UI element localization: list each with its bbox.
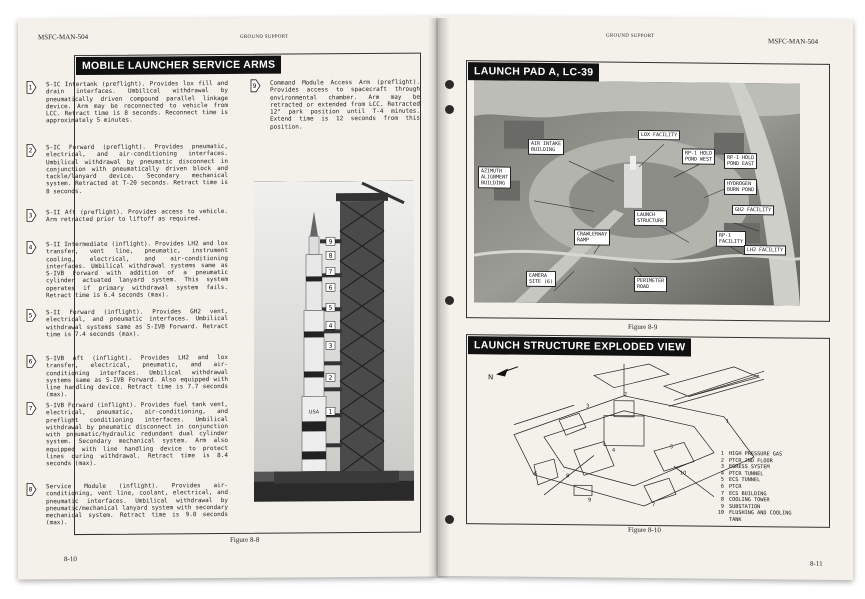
legend-number: 7 (720, 490, 724, 497)
arm-number: 8 (28, 486, 33, 494)
legend-label: EGRESS SYSTEM (729, 464, 770, 471)
binder-hole (445, 515, 454, 524)
diagram-number: 2 (624, 391, 628, 398)
diagram-number: 1 (726, 418, 730, 425)
pad-label: CRAWLERWAY RAMP (574, 229, 610, 245)
arm-item-3 (28, 207, 228, 224)
figure-8-10-caption: Figure 8-10 (628, 525, 661, 535)
arm-number-arrow-icon (250, 79, 261, 93)
arm-description: Command Module Access Arm (preflight). Provides access to spacecraft through environmental chamber. Arm may be retracted or extended from LCC. Retracted 12° park position until T-4 minutes. Extend time is 12 seconds from this position. (270, 78, 420, 131)
legend-item (714, 517, 791, 524)
arm-number: 7 (28, 405, 33, 413)
figure-8-9-caption: Figure 8-9 (628, 322, 658, 332)
arm-callout-number: 4 (328, 322, 333, 330)
arm-callout-number: 3 (328, 342, 333, 350)
arm-number: 5 (28, 312, 33, 320)
usa-lettering: USA (308, 409, 320, 416)
north-label: N (488, 373, 494, 382)
arm-description: S-IC Intertank (preflight). Provides lox fill and drain interfaces. Umbilical withdrawal by pneumatically driven compound parallel linkage device. Arm may be reconnected to vehicle from LCC. Retract time is 8 seconds. Reconnect time is approximately 5 minutes. (46, 79, 228, 125)
arm-number: 3 (28, 212, 33, 220)
pad-label: LOX FACILITY (638, 130, 680, 140)
arm-description: S-II Forward (inflight). Provides GH2 vent, electrical, and pneumatic interfaces. Umbilical withdrawal systems same as S-IVB Forward. Retract time is 7.4 seconds (max). (46, 307, 228, 339)
arm-item-6 (28, 353, 228, 399)
legend-label: HIGH PRESSURE GAS (729, 450, 783, 458)
arm-number-arrow-icon (26, 308, 37, 322)
pad-label: CAMERA SITE (6) (526, 271, 556, 287)
legend-label: PTCR TUNNEL (729, 470, 764, 478)
pad-label: LAUNCH STRUCTURE (634, 210, 667, 226)
right-page-number: 8-11 (810, 559, 823, 568)
arm-callout-number: 6 (328, 284, 333, 292)
binder-hole (445, 105, 454, 114)
legend-label: TANK (729, 516, 742, 523)
service-arms-title: MOBILE LAUNCHER SERVICE ARMS (76, 56, 281, 75)
legend-number: 8 (720, 496, 724, 503)
manual-spread (18, 18, 853, 580)
arm-callout-number: 2 (328, 374, 333, 382)
arm-description: S-II Intermediate (inflight). Provides LH2 and lox transfer, vent line, pneumatic, instrument cooling, electrical, and air-conditioning interfaces. Umbilical withdrawal systems same as S-IVB Forward with addition of a pneumatic cylinder actuated lanyard system. This system operates if primary withdrawal system fails. Retract time is 6.4 seconds (max). (46, 239, 228, 300)
arm-description: S-IVB Aft (inflight). Provides LH2 and lox transfer, electrical, pneumatic, and air-conditioning interfaces. Umbilical withdrawal systems same as S-IVB Forward. Also equipped with line handling device. Retract time is 7.7 seconds (max). (46, 353, 228, 399)
legend-number: 9 (720, 503, 724, 510)
arm-callout-number: 5 (328, 304, 333, 312)
diagram-number: 3 (586, 403, 590, 410)
legend-number: 10 (717, 510, 724, 517)
arm-description: S-IC Forward (preflight). Provides pneumatic, electrical, and air-conditioning interfaces. Umbilical withdrawal by pneumatic disconnect in conjunction with pneumatically driven block and tackle/lanyard device. Secondary mechanical system. Retracted at T-20 seconds. Retract time is 8 seconds. (46, 142, 228, 196)
arm-item-8 (28, 481, 228, 527)
legend-label: SUBSTATION (729, 503, 761, 510)
arm-item-9 (252, 78, 420, 131)
diagram-number: 8 (566, 473, 570, 480)
arm-item-5 (28, 307, 228, 339)
arm-number: 9 (252, 82, 257, 90)
right-doc-id: MSFC-MAN-504 (768, 37, 819, 46)
left-section-header: GROUND SUPPORT (240, 34, 289, 40)
arm-number-arrow-icon (26, 482, 37, 496)
diagram-number: 7 (652, 502, 656, 509)
diagram-number: 6 (534, 470, 538, 477)
exploded-view-legend (714, 451, 791, 524)
pad-label: RP-1 HOLD POND EAST (724, 153, 757, 169)
exploded-view-title: LAUNCH STRUCTURE EXPLODED VIEW (468, 336, 691, 356)
arm-callout-number: 7 (328, 268, 333, 276)
pad-label: PERIMETER ROAD (634, 276, 667, 292)
arm-callout-number: 1 (328, 408, 333, 416)
left-page-number: 8-10 (64, 555, 77, 564)
saturn-v-launcher-photo (254, 181, 414, 502)
right-page (438, 16, 853, 580)
diagram-number: 5 (670, 444, 674, 451)
pad-label: LH2 FACILITY (744, 245, 786, 255)
saturn-v-photo-illustration (254, 181, 414, 502)
legend-label: COOLING TOWER (729, 497, 770, 504)
arm-callout-number: 9 (328, 238, 333, 246)
arm-number-arrow-icon (26, 80, 37, 94)
legend-number: 3 (720, 463, 724, 471)
pad-label: RP-1 HOLD POND WEST (682, 148, 715, 164)
arm-number-arrow-icon (26, 240, 37, 254)
right-section-header: GROUND SUPPORT (606, 33, 655, 40)
legend-label: PTCR (729, 483, 742, 490)
pad-label: HYDROGEN BURN POND (724, 179, 757, 195)
arm-number-arrow-icon (26, 143, 37, 157)
legend-label: PTCR 2ND FLOOR (729, 457, 773, 464)
pad-title: LAUNCH PAD A, LC-39 (468, 62, 599, 81)
diagram-number: 9 (588, 497, 592, 504)
arm-description: Service Module (inflight). Provides air-conditioning, vent line, coolant, electrical, and pneumatic interfaces. Umbilical withdrawal by pneumatic/mechanical lanyard system with secondary mechanical system. Retract time is 9.0 seconds (max). (46, 481, 228, 527)
pad-label: RP-1 FACILITY (716, 231, 746, 247)
arm-callout-number: 8 (328, 252, 333, 260)
arm-item-4 (28, 239, 228, 300)
north-arrow-icon (488, 366, 518, 381)
diagram-number: 4 (612, 447, 616, 454)
diagram-number: 10 (680, 470, 687, 477)
legend-number: 4 (720, 470, 724, 477)
left-doc-id: MSFC-MAN-504 (38, 32, 89, 42)
arm-number: 6 (28, 358, 33, 366)
figure-8-8-caption: Figure 8-8 (230, 535, 260, 544)
legend-label: FLUSHING AND COOLING (729, 510, 792, 517)
legend-label: ECS BUILDING (729, 490, 767, 497)
arm-number-arrow-icon (26, 208, 37, 222)
pad-label: AIR INTAKE BUILDING (528, 139, 564, 155)
binder-hole (445, 296, 454, 305)
legend-label: ECS TUNNEL (729, 477, 761, 484)
arm-description: S-IVB Forward (inflight). Provides fuel tank vent, electrical, pneumatic, air-conditioning, and preflight conditioning interfaces. Umbilical withdrawal by pneumatic disconnect in conjunction with pneumatic/hydraulic redundant dual cylinder system. Secondary mechanical system. Arm also equipped with line handling device to protect lines during withdrawal. Retract time is 8.4 seconds (max). (46, 400, 228, 468)
legend-number: 1 (720, 450, 724, 457)
arm-number: 4 (28, 244, 33, 252)
arm-number: 1 (28, 84, 33, 92)
arm-description: S-II Aft (preflight). Provides access to vehicle. Arm retracted prior to liftoff as required. (46, 207, 228, 224)
left-page (18, 17, 436, 580)
arm-number-arrow-icon (26, 401, 37, 415)
arm-item-1 (28, 79, 228, 125)
pad-label: AZIMUTH ALIGNMENT BUILDING (478, 166, 511, 188)
arm-item-2 (28, 142, 228, 196)
legend-number: 5 (720, 477, 724, 484)
pad-label: GH2 FACILITY (732, 205, 774, 215)
arm-item-7 (28, 400, 228, 468)
arm-number-arrow-icon (26, 354, 37, 368)
launch-pad-aerial-photo (474, 80, 800, 305)
binder-hole (445, 80, 454, 89)
legend-number: 6 (720, 483, 724, 490)
legend-number: 2 (720, 457, 724, 464)
arm-number: 2 (28, 147, 33, 155)
